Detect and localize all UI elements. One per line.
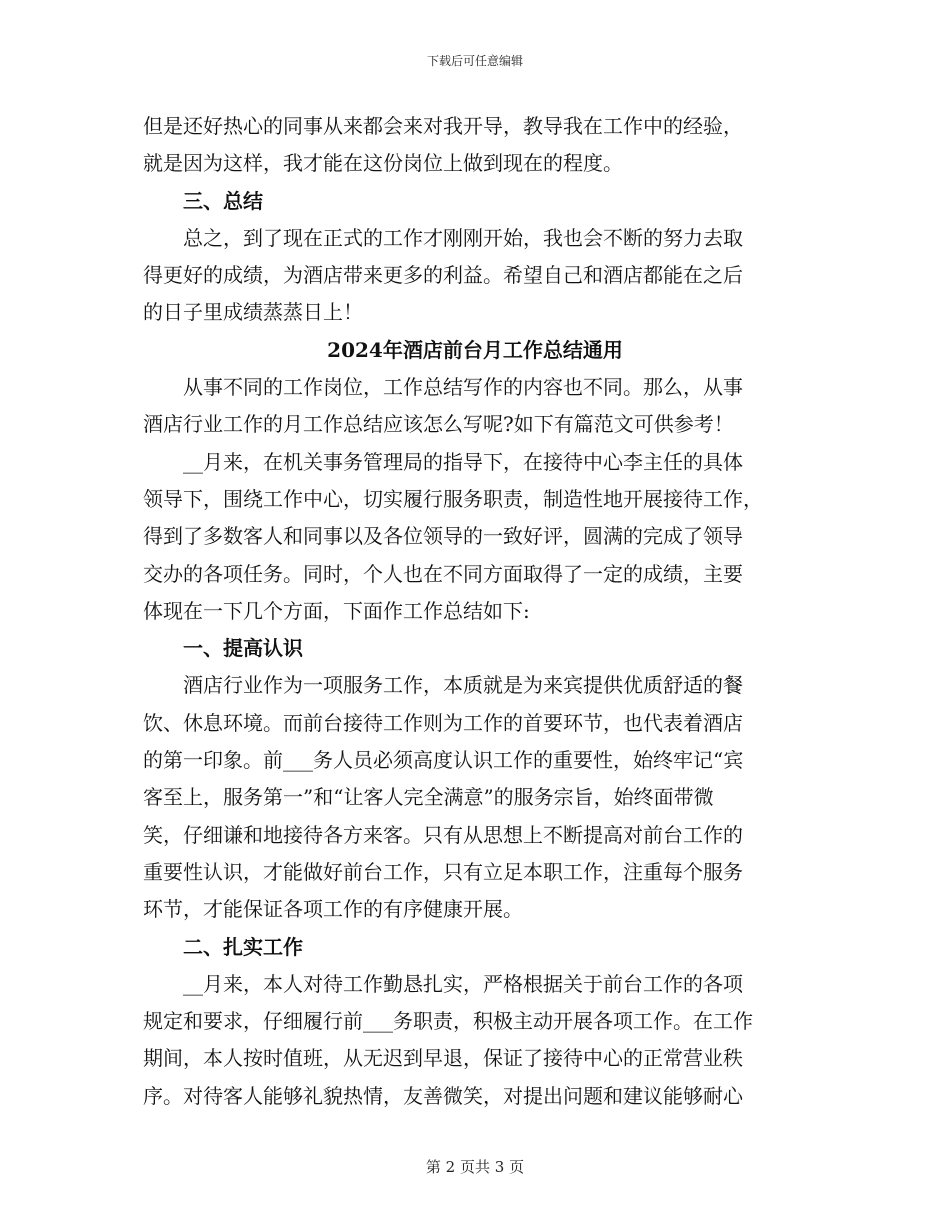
paragraph-line: 领导下，围绕工作中心，切实履行服务职责，制造性地开展接待工作， [143, 486, 763, 511]
paragraph-line: 饮、休息环境。而前台接待工作则为工作的首要环节，也代表着酒店 [143, 710, 743, 735]
paragraph-line: 交办的各项任务。同时，个人也在不同方面取得了一定的成绩，主要 [143, 561, 743, 586]
paragraph-line: 酒店行业工作的月工作总结应该怎么写呢?如下有篇范文可供参考！ [143, 412, 734, 437]
body-paragraph [143, 444, 807, 630]
document-title: 2024年酒店前台月工作总结通用 [327, 337, 623, 362]
body-paragraph [143, 220, 807, 332]
page-footer: 第 2 页共 3 页 [425, 1158, 525, 1176]
section-heading: 一、提高认识 [183, 636, 303, 661]
paragraph-line: 客至上，服务第一”和“让客人完全满意”的服务宗旨，始终面带微 [143, 785, 714, 810]
paragraph-line: 但是还好热心的同事从来都会来对我开导，教导我在工作中的经验， [143, 114, 743, 138]
body-paragraph [143, 108, 807, 183]
paragraph-line: 酒店行业作为一项服务工作，本质就是为来宾提供优质舒适的餐 [183, 673, 743, 698]
paragraph-line: 笑，仔细谦和地接待各方来客。只有从思想上不断提高对前台工作的 [143, 822, 743, 847]
paragraph-line: 的日子里成绩蒸蒸日上！ [143, 300, 363, 325]
paragraph-line: 序。对待客人能够礼貌热情，友善微笑，对提出问题和建议能够耐心 [143, 1083, 743, 1108]
document-body [143, 108, 807, 1115]
paragraph-line: __月来，本人对待工作勤恳扎实，严格根据关于前台工作的各项 [183, 971, 743, 996]
paragraph-line: 的第一印象。前___务人员必须高度认识工作的重要性，始终牢记“宾 [143, 748, 744, 773]
paragraph-line: 得到了多数客人和同事以及各位领导的一致好评，圆满的完成了领导 [143, 524, 743, 549]
paragraph-line: 得更好的成绩，为酒店带来更多的利益。希望自己和酒店都能在之后 [143, 263, 743, 288]
body-paragraph [143, 966, 807, 1115]
body-paragraph [143, 369, 807, 444]
paragraph-line: __月来，在机关事务管理局的指导下，在接待中心李主任的具体 [183, 449, 743, 474]
paragraph-line: 总之，到了现在正式的工作才刚刚开始，我也会不断的努力去取 [183, 225, 743, 250]
paragraph-line: 重要性认识，才能做好前台工作，只有立足本职工作，注重每个服务 [143, 859, 743, 884]
paragraph-line: 规定和要求，仔细履行前___务职责，积极主动开展各项工作。在工作 [143, 1009, 753, 1034]
paragraph-line: 期间，本人按时值班，从无迟到早退，保证了接待中心的正常营业秩 [143, 1046, 743, 1071]
section-heading: 二、扎实工作 [183, 934, 303, 959]
paragraph-line: 体现在一下几个方面，下面作工作总结如下: [143, 598, 530, 623]
paragraph-line: 从事不同的工作岗位，工作总结写作的内容也不同。那么，从事 [183, 375, 743, 400]
page-header: 下载后可任意编辑 [426, 54, 523, 68]
body-paragraph [143, 667, 807, 928]
paragraph-line: 环节，才能保证各项工作的有序健康开展。 [143, 897, 523, 922]
paragraph-line: 就是因为这样，我才能在这份岗位上做到现在的程度。 [143, 151, 623, 176]
section-heading: 三、总结 [183, 188, 263, 213]
